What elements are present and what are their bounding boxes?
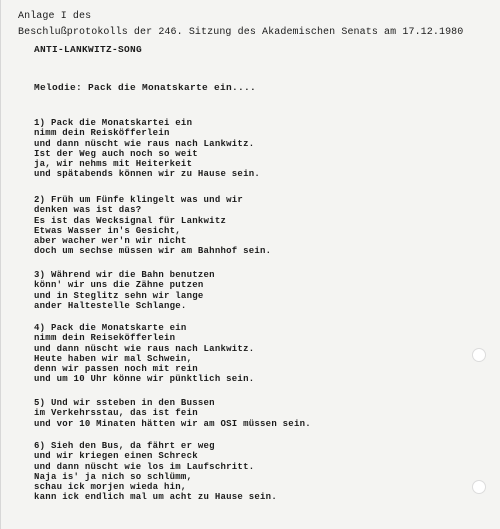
verse-line: 2) Früh um Fünfe klingelt was und wir	[34, 195, 244, 205]
verse-line: Heute haben wir mal Schwein,	[34, 353, 193, 364]
verse-line: und dann nüscht wie raus nach Lankwitz.	[34, 343, 255, 354]
verse-6	[34, 441, 277, 503]
verse-line: und spätabends können wir zu Hause sein.	[34, 169, 261, 180]
verse-line: Etwas Wasser in's Gesicht,	[34, 225, 181, 236]
song-title: ANTI-LANKWITZ-SONG	[34, 44, 143, 55]
verse-line: Ist der Weg auch noch so weit	[34, 148, 198, 159]
scan-edge-line	[0, 0, 1, 529]
verse-2	[34, 195, 271, 257]
verse-line: denn wir passen noch mit rein	[34, 364, 198, 375]
verse-line: und dann nüscht wie los im Laufschritt.	[34, 461, 255, 472]
verse-line: kann ick endlich mal um acht zu Hause sein.	[34, 492, 277, 503]
verse-line: und in Steglitz sehn wir lange	[34, 290, 204, 301]
verse-line: und dann nüscht wie raus nach Lankwitz.	[34, 138, 255, 149]
verse-5	[34, 398, 311, 429]
verse-line: denken was ist das?	[34, 205, 142, 216]
verse-line: ja, wir nehms mit Heiterkeit	[34, 159, 193, 170]
verse-line: 1) Pack die Monatskartei ein	[34, 118, 193, 128]
verse-line: nimm dein Reiseköfferlein	[34, 333, 176, 344]
verse-line: 5) Und wir ssteben in den Bussen	[34, 398, 215, 408]
header-line-protocol: Beschlußprotokolls der 246. Sitzung des Akademischen Senats am 17.12.1980	[18, 27, 464, 38]
verse-line: und um 10 Uhr könne wir pünktlich sein.	[34, 374, 255, 385]
verse-line: und vor 10 Minaten hätten wir am OSI müssen sein.	[34, 418, 311, 429]
verse-line: 4) Pack die Monatskarte ein	[34, 323, 187, 333]
verse-3	[34, 270, 215, 311]
verse-1	[34, 118, 260, 180]
verse-line: ander Haltestelle Schlange.	[34, 300, 187, 311]
verse-4	[34, 323, 254, 385]
melody-line: Melodie: Pack die Monatskarte ein....	[34, 82, 257, 93]
verse-line: könn' wir uns die Zähne putzen	[34, 280, 204, 291]
verse-line: im Verkehrsstau, das ist fein	[34, 408, 198, 419]
verse-line: Naja is' ja nich so schlümm,	[34, 471, 193, 482]
verse-line: und wir kriegen einen Schreck	[34, 451, 198, 462]
verse-line: Es ist das Wecksignal für Lankwitz	[34, 215, 227, 226]
punch-hole	[472, 348, 486, 362]
verse-line: aber wacher wer'n wir nicht	[34, 236, 187, 247]
verse-line: 3) Während wir die Bahn benutzen	[34, 270, 215, 280]
verse-line: schau ick morjen wieda hin,	[34, 482, 187, 493]
verse-line: 6) Sieh den Bus, da fährt er weg	[34, 441, 215, 451]
verse-line: nimm dein Reisköfferlein	[34, 128, 170, 139]
punch-hole	[472, 480, 486, 494]
header-line-annex: Anlage I des	[18, 11, 92, 22]
verse-line: doch um sechse müssen wir am Bahnhof sein.	[34, 246, 272, 257]
